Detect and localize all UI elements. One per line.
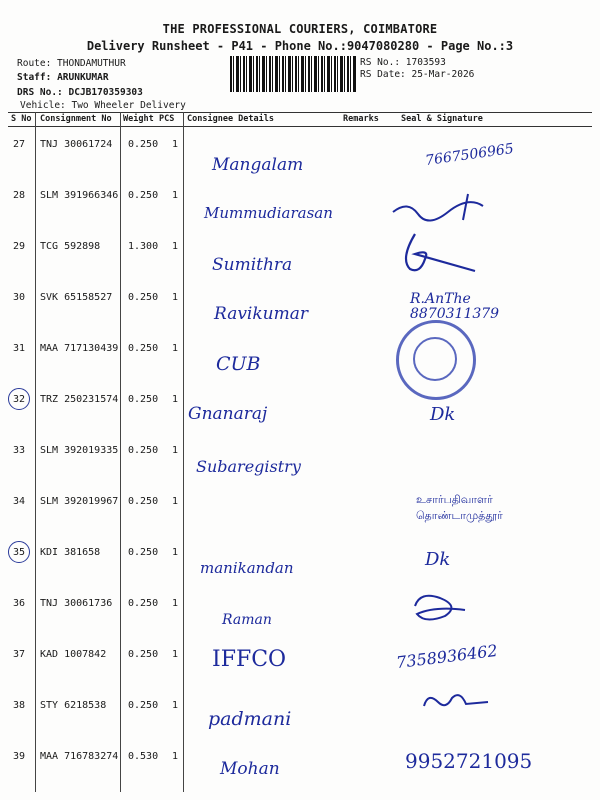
row-weight: 0.250 [128,190,159,201]
consignee-handwriting: CUB [216,353,261,375]
row-consignment: MAA 716783274 [40,751,119,762]
col-sno: S No [11,114,32,124]
row-consignment: KDI 381658 [40,547,101,558]
signature-handwriting: 7667506965 [424,140,515,170]
signature-scribble [405,586,475,626]
row-weight: 0.250 [128,598,159,609]
header-top-rule [8,112,592,113]
row-weight: 0.250 [128,445,159,456]
row-sno: 37 [13,649,26,660]
row-pcs: 1 [172,139,179,150]
row-pcs: 1 [172,649,179,660]
row-pcs: 1 [172,496,179,507]
consignee-handwriting: Ravikumar [214,304,308,324]
signature-handwriting: Dk [430,404,456,425]
signature-scribble [395,229,485,279]
row-pcs: 1 [172,751,179,762]
row-pcs: 1 [172,547,179,558]
drs-label: DRS No.: [17,87,63,98]
row-sno: 31 [13,343,26,354]
row-weight: 0.250 [128,343,159,354]
col-consignee: Consignee Details [187,114,274,124]
row-weight: 0.250 [128,292,159,303]
table-row [0,433,600,484]
row-weight: 0.250 [128,496,159,507]
col-seal: Seal & Signature [401,114,483,124]
barcode-image [230,56,356,92]
row-pcs: 1 [172,700,179,711]
table-row [0,637,600,688]
table-row [0,127,600,178]
table-row [0,688,600,739]
consignee-handwriting: Mohan [220,759,280,779]
row-consignment: SVK 65158527 [40,292,113,303]
row-sno: 32 [13,394,26,405]
consignee-handwriting: manikandan [200,559,294,577]
row-sno: 35 [13,547,26,558]
row-consignment: SLM 392019967 [40,496,119,507]
row-sno: 28 [13,190,26,201]
table-row [0,484,600,535]
row-sno: 33 [13,445,26,456]
consignee-handwriting: Mummudiarasan [204,204,333,222]
row-sno: 29 [13,241,26,252]
row-sno: 27 [13,139,26,150]
row-sno: 30 [13,292,26,303]
staff-label: Staff: [17,72,52,83]
consignee-handwriting: Gnanaraj [188,404,268,424]
consignee-handwriting: Subaregistry [196,457,301,476]
table-row [0,739,600,790]
route-text: Route: THONDAMUTHUR [17,58,126,69]
consignee-handwriting: Sumithra [212,255,293,275]
consignee-handwriting: Raman [222,612,272,628]
row-sno: 36 [13,598,26,609]
row-sno: 34 [13,496,26,507]
row-sno: 39 [13,751,26,762]
rs-date: RS Date: 25-Mar-2026 [360,69,475,80]
row-pcs: 1 [172,292,179,303]
table-row [0,586,600,637]
row-consignment: TNJ 30061736 [40,598,113,609]
col-weight: Weight [123,114,154,124]
row-pcs: 1 [172,445,179,456]
table-row [0,229,600,280]
row-consignment: STY 6218538 [40,700,107,711]
row-pcs: 1 [172,343,179,354]
staff-name: ARUNKUMAR [57,72,109,83]
signature-handwriting: 9952721095 [405,749,533,773]
table-row [0,331,600,382]
drs-line [17,87,143,98]
row-pcs: 1 [172,394,179,405]
row-weight: 0.530 [128,751,159,762]
col-remarks: Remarks [343,114,379,124]
signature-handwriting: 7358936462 [395,640,499,673]
company-title: THE PROFESSIONAL COURIERS, COIMBATORE [162,22,438,36]
row-weight: 0.250 [128,394,159,405]
table-row [0,535,600,586]
row-consignment: KAD 1007842 [40,649,107,660]
row-consignment: TNJ 30061724 [40,139,113,150]
staff-line [17,72,109,83]
consignee-handwriting: IFFCO [212,647,287,672]
consignee-handwriting: padmani [208,708,292,730]
drs-number: DCJB170359303 [68,87,143,98]
runsheet-subtitle: Delivery Runsheet - P41 - Phone No.:9047080280 - Page No.:3 [86,39,514,53]
row-pcs: 1 [172,241,179,252]
row-weight: 0.250 [128,547,159,558]
signature-scribble [388,186,498,226]
signature-handwriting: R.AnThe 8870311379 [410,291,500,322]
row-pcs: 1 [172,598,179,609]
row-consignment: SLM 391966346 [40,190,119,201]
row-weight: 1.300 [128,241,159,252]
table-row [0,280,600,331]
row-weight: 0.250 [128,139,159,150]
seal-text-tamil: உசார்பதிவாளர் தொண்டாமுத்தூர் [416,493,503,522]
row-consignment: TCG 592898 [40,241,101,252]
office-seal-stamp [396,320,476,400]
row-weight: 0.250 [128,649,159,660]
table-row [0,382,600,433]
rs-number: RS No.: 1703593 [360,57,446,68]
vehicle-text: Vehicle: Two Wheeler Delivery [20,100,186,111]
signature-handwriting: Dk [425,549,451,570]
consignee-handwriting: Mangalam [212,155,304,175]
col-consignment: Consignment No [40,114,112,124]
table-row [0,178,600,229]
col-pcs: PCS [159,114,175,124]
row-consignment: TRZ 250231574 [40,394,119,405]
row-sno: 38 [13,700,26,711]
row-consignment: MAA 717130439 [40,343,119,354]
signature-scribble [416,688,496,718]
row-pcs: 1 [172,190,179,201]
row-consignment: SLM 392019335 [40,445,119,456]
row-weight: 0.250 [128,700,159,711]
